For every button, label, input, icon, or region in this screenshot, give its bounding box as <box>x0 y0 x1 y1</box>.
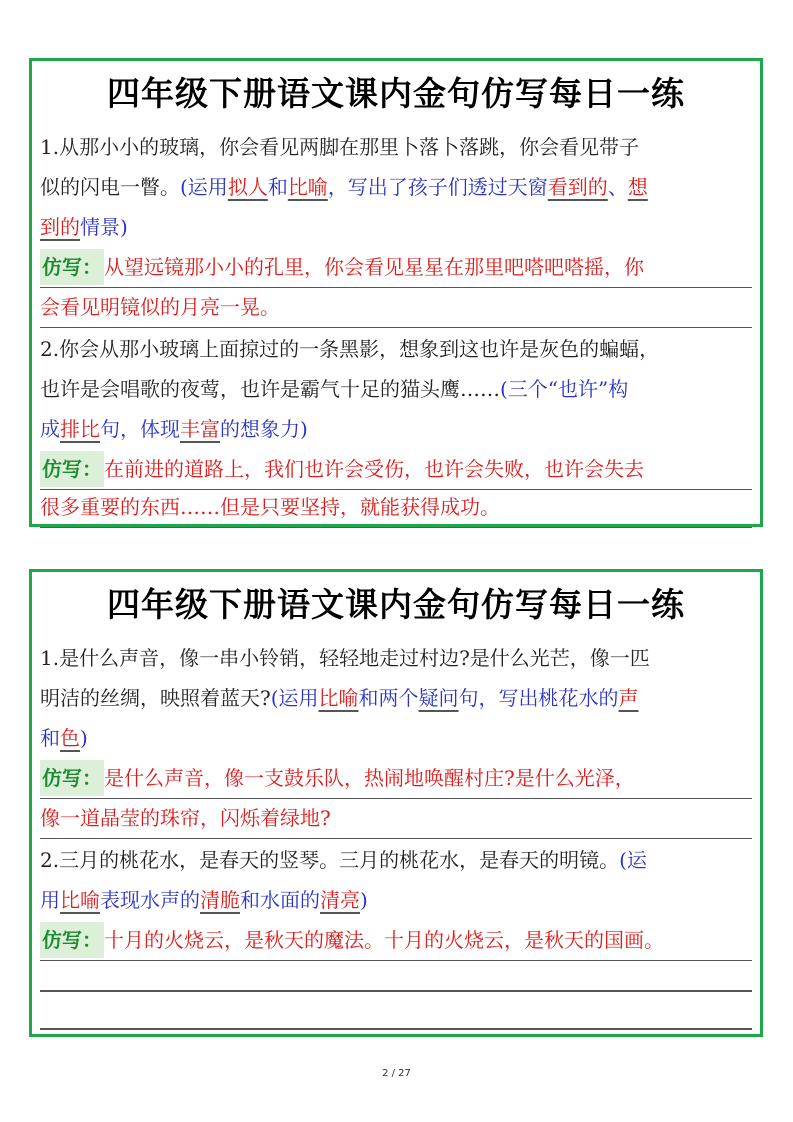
keyword: 清脆 <box>200 888 240 912</box>
question-2-line-2 <box>40 369 752 409</box>
answer-text: 像一道晶莹的珠帘，闪烁着绿地? <box>40 806 331 830</box>
keyword: 比喻 <box>287 175 328 199</box>
hint-text: ) <box>360 888 368 912</box>
question-text: 似的闪电一瞥。 <box>40 175 180 199</box>
answer-text: 在前进的道路上，我们也许会受伤，也许会失败，也许会失去 <box>104 457 644 481</box>
keyword: 比喻 <box>60 888 100 912</box>
hint-text: 的想象力) <box>220 417 308 441</box>
keyword: 丰富 <box>180 417 220 441</box>
question-text: 1.从那小小的玻璃，你会看见两脚在那里卜落卜落跳，你会看见带子 <box>40 135 640 159</box>
hint-text: 句，写出桃花水的 <box>458 686 619 710</box>
hint-text: (运用 <box>180 175 228 199</box>
question-2-line-1 <box>40 329 752 369</box>
hint-text: 、 <box>607 175 628 199</box>
question-1-line-3 <box>40 718 752 758</box>
keyword: 到的 <box>40 215 80 239</box>
answer-2-line-1 <box>40 449 752 490</box>
keyword: 声 <box>618 686 639 710</box>
keyword: 清亮 <box>320 888 360 912</box>
keyword: 想 <box>627 175 648 199</box>
answer-text: 十月的火烧云，是秋天的魔法。十月的火烧云，是秋天的国画。 <box>104 928 664 952</box>
hint-text: 和 <box>40 726 60 750</box>
page-number: 2 / 27 <box>382 1068 411 1079</box>
answer-text: 是什么声音，像一支鼓乐队，热闹地唤醒村庄?是什么光泽， <box>104 766 635 790</box>
hint-text: 和两个 <box>358 686 419 710</box>
question-1-line-2 <box>40 678 752 718</box>
answer-1-line-2 <box>40 798 752 839</box>
answer-1-line-2 <box>40 287 752 328</box>
keyword: 比喻 <box>318 686 359 710</box>
question-1-line-3 <box>40 207 752 247</box>
keyword: 排比 <box>60 417 100 441</box>
question-text: 也许是会唱歌的夜莺，也许是霸气十足的猫头鹰…… <box>40 377 500 401</box>
keyword: 疑问 <box>418 686 459 710</box>
hint-text: (运用 <box>270 686 319 710</box>
exercise-card-1 <box>29 58 763 527</box>
hint-text: 用 <box>40 888 60 912</box>
answer-text: 很多重要的东西……但是只要坚持，就能获得成功。 <box>40 495 500 519</box>
imitation-label: 仿写： <box>40 451 104 487</box>
hint-text: 和 <box>267 175 288 199</box>
hint-text: (三个“也许”构 <box>500 377 629 401</box>
question-2-line-1 <box>40 840 752 880</box>
keyword: 看到的 <box>547 175 608 199</box>
card-title: 四年级下册语文课内金句仿写每日一练 <box>107 585 685 624</box>
answer-text: 从望远镜那小小的孔里，你会看见星星在那里吧嗒吧嗒摇，你 <box>104 255 644 279</box>
answer-2-line-2 <box>40 487 752 528</box>
question-text: 1.是什么声音，像一串小铃销，轻轻地走过村边?是什么光芒，像一匹 <box>40 646 650 670</box>
imitation-label: 仿写： <box>40 760 104 796</box>
hint-text: 和水面的 <box>240 888 320 912</box>
question-text: 明洁的丝绸，映照着蓝天? <box>40 686 271 710</box>
question-text: 2.你会从那小玻璃上面掠过的一条黑影，想象到这也许是灰色的蝙蝠， <box>40 337 660 361</box>
hint-text: ，写出了孩子们透过天窗 <box>327 175 548 199</box>
hint-text: 表现水声的 <box>100 888 200 912</box>
imitation-label: 仿写： <box>40 922 104 958</box>
blank-answer-line <box>40 1028 752 1030</box>
question-1-line-1 <box>40 127 752 167</box>
answer-2-line-1 <box>40 920 752 961</box>
question-1-line-1 <box>40 638 752 678</box>
blank-answer-line <box>40 990 752 992</box>
hint-text: (运 <box>619 848 647 872</box>
keyword: 拟人 <box>227 175 268 199</box>
hint-text: ) <box>80 726 88 750</box>
question-1-line-2 <box>40 167 752 207</box>
answer-1-line-1 <box>40 247 752 288</box>
exercise-card-2 <box>29 569 763 1037</box>
question-2-line-2 <box>40 880 752 920</box>
imitation-label: 仿写： <box>40 249 104 285</box>
question-text: 2.三月的桃花水，是春天的竖琴。三月的桃花水，是春天的明镜。 <box>40 848 620 872</box>
answer-1-line-1 <box>40 758 752 799</box>
hint-text: 句，体现 <box>100 417 180 441</box>
hint-text: 成 <box>40 417 60 441</box>
hint-text: 情景) <box>80 215 128 239</box>
answer-text: 会看见明镜似的月亮一晃。 <box>40 295 280 319</box>
keyword: 色 <box>60 726 80 750</box>
card-title: 四年级下册语文课内金句仿写每日一练 <box>107 74 685 113</box>
question-2-line-3 <box>40 409 752 449</box>
